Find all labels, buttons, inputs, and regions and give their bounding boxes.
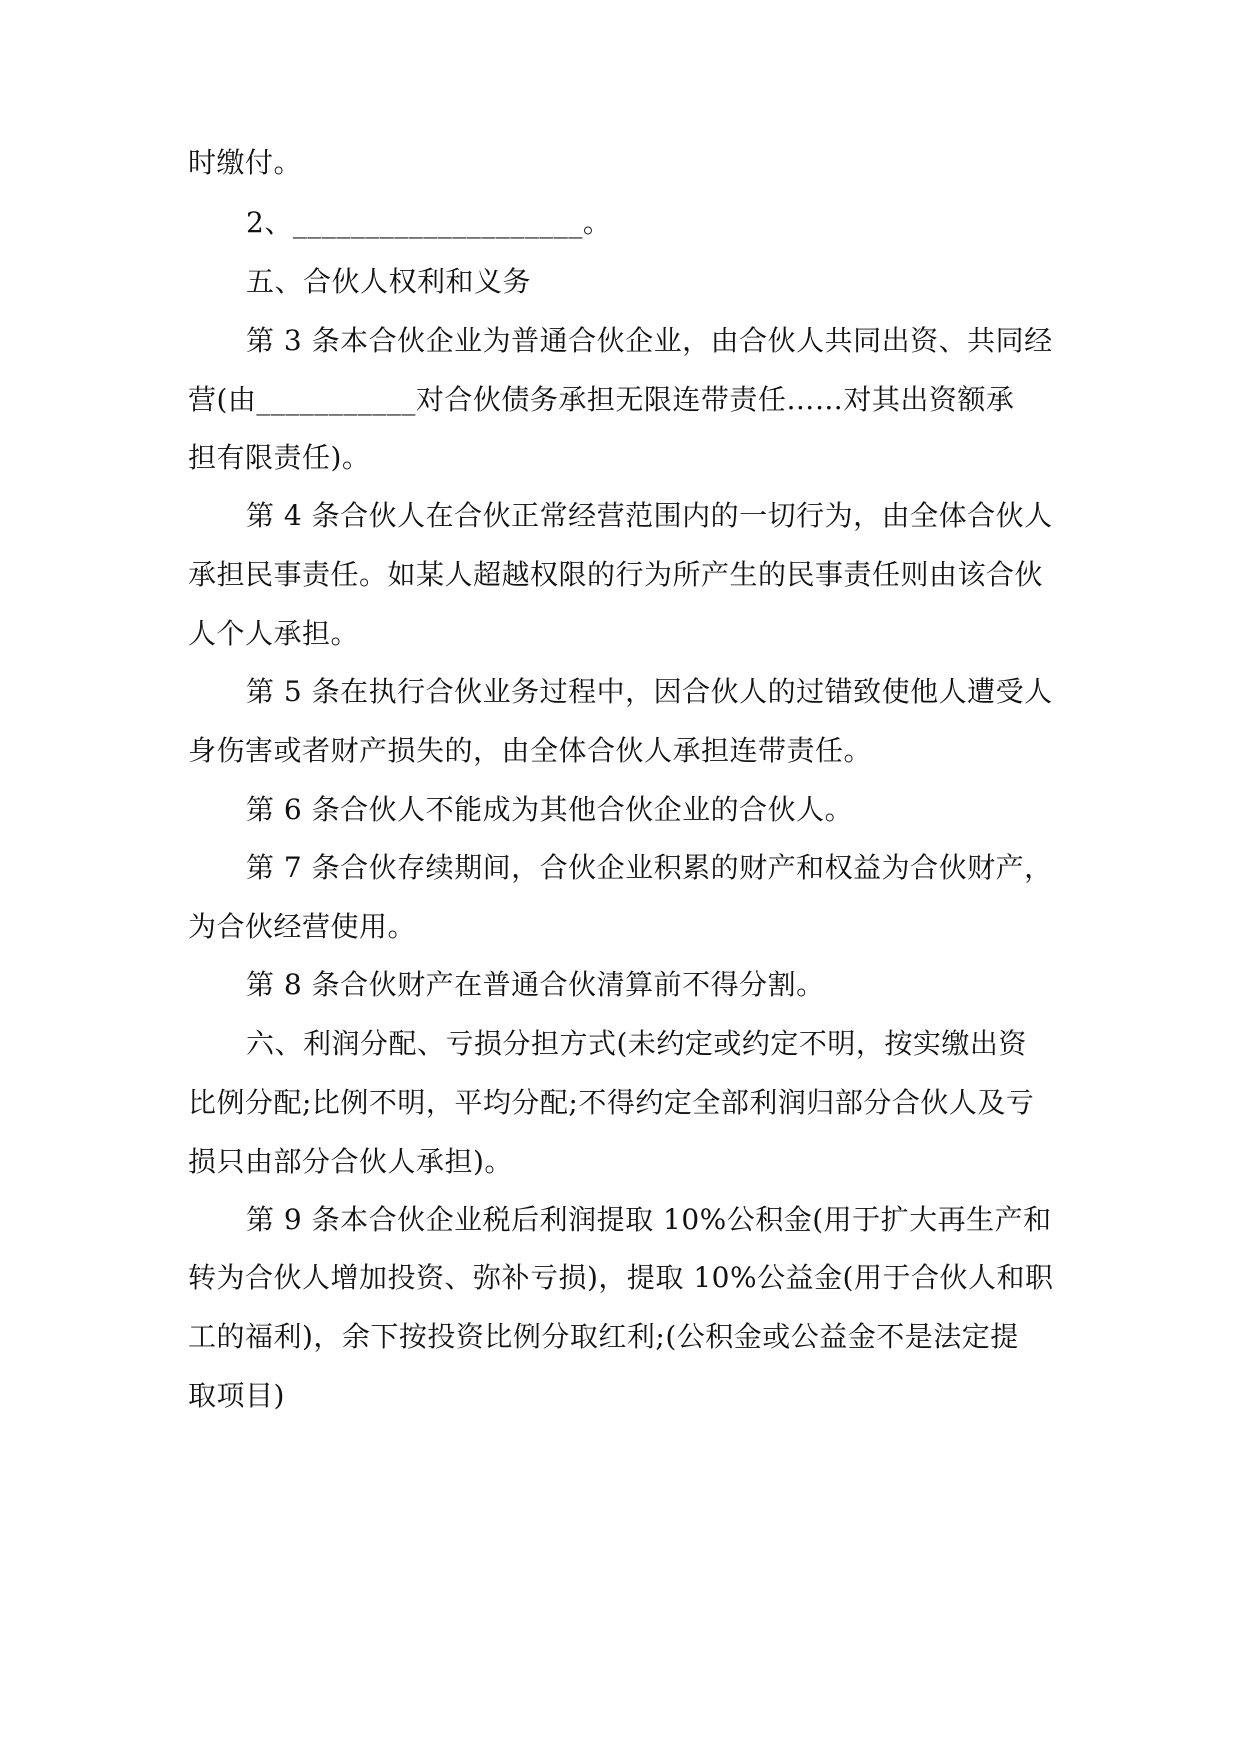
section-heading: 六、利润分配、亏损分担方式(未约定或约定不明，按实缴出资 [246,1027,1027,1060]
text-line: 第 6 条合伙人不能成为其他合伙企业的合伙人。 [246,793,854,826]
text-line: 担有限责任)。 [188,441,371,474]
text-line: 转为合伙人增加投资、弥补亏损)，提取 10%公益金(用于合伙人和职 [188,1261,1054,1294]
text-line: 第 9 条本合伙企业税后利润提取 10%公积金(用于扩大再生产和 [246,1203,1052,1236]
text-line: 为合伙经营使用。 [188,910,417,943]
text-line: 第 4 条合伙人在合伙正常经营范围内的一切行为，由全体合伙人 [246,499,1053,532]
text-line: 营(由___________对合伙债务承担无限连带责任……对其出资额承 [188,383,1015,416]
text-line: 第 3 条本合伙企业为普通合伙企业，由合伙人共同出资、共同经 [246,324,1053,357]
section-heading: 五、合伙人权利和义务 [246,265,532,298]
text-line: 身伤害或者财产损失的，由全体合伙人承担连带责任。 [188,734,873,767]
text-line: 比例分配;比例不明，平均分配;不得约定全部利润归部分合伙人及亏 [188,1086,1035,1119]
text-line: 损只由部分合伙人承担)。 [188,1145,513,1178]
text-line: 2、____________________。 [246,206,612,239]
text-line: 承担民事责任。如某人超越权限的行为所产生的民事责任则由该合伙 [188,558,1044,591]
text-line: 第 5 条在执行合伙业务过程中，因合伙人的过错致使他人遭受人 [246,675,1053,708]
text-line: 时缴付。 [188,146,303,179]
text-line: 人个人承担。 [188,617,360,650]
text-line: 第 7 条合伙存续期间，合伙企业积累的财产和权益为合伙财产， [246,851,1053,884]
text-line: 工的福利)，余下按投资比例分取红利;(公积金或公益金不是法定提 [188,1320,1019,1353]
text-line: 取项目) [188,1379,285,1412]
text-line: 第 8 条合伙财产在普通合伙清算前不得分割。 [246,968,825,1001]
